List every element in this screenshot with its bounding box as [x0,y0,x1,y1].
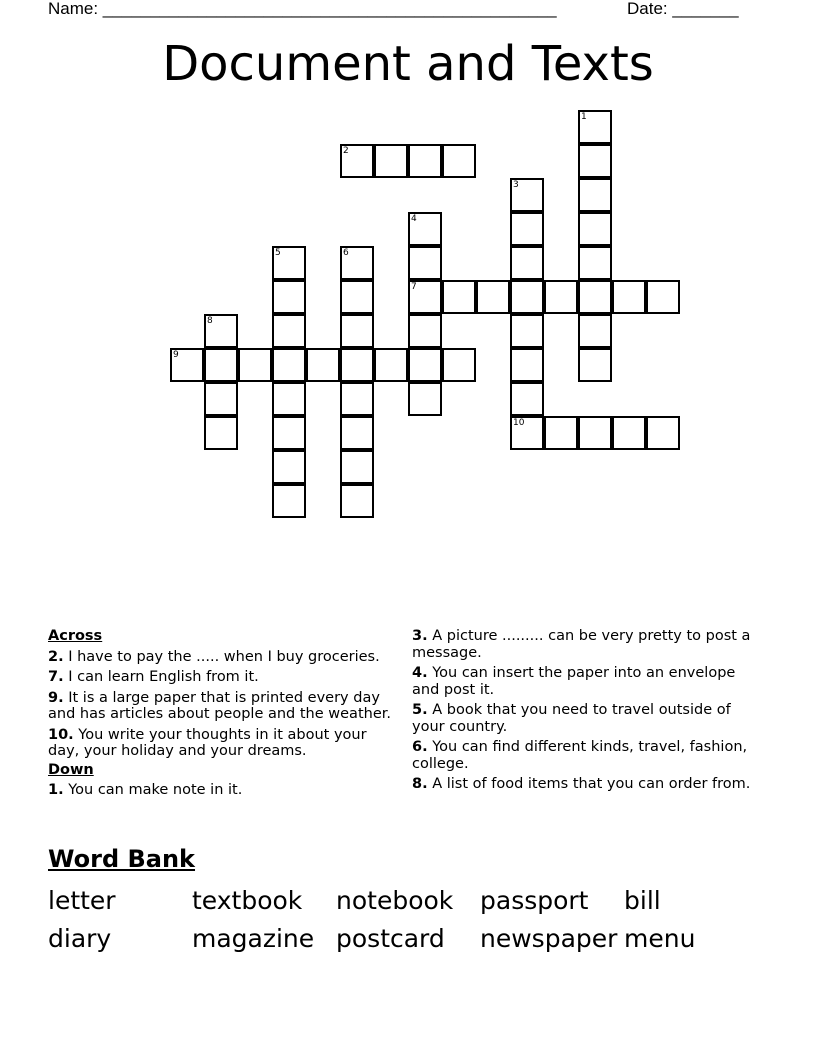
crossword-cell[interactable] [238,348,272,382]
word-bank-row [48,920,768,958]
crossword-cell[interactable] [340,246,374,280]
word-bank-word: menu [624,924,696,953]
clue-text: You write your thoughts in it about your day, your holiday and your dreams. [48,726,367,759]
clue-down-3 [412,628,762,661]
clue-number: 3. [412,628,428,644]
word-bank-word: diary [48,924,112,953]
clue-text: It is a large paper that is printed every day and has articles about people and the weather. [48,689,391,722]
crossword-cell[interactable] [272,382,306,416]
clue-across-2 [48,649,393,666]
clue-down-6 [412,739,762,772]
clue-text: You can make note in it. [68,782,243,798]
clue-number-label: 8 [207,316,213,326]
word-bank-word: bill [624,886,661,915]
crossword-cell[interactable] [408,246,442,280]
clue-text: A list of food items that you can order from. [432,776,751,792]
clue-down-1 [48,782,393,799]
crossword-cell[interactable] [510,382,544,416]
crossword-cell[interactable] [204,314,238,348]
crossword-cell[interactable] [408,382,442,416]
clue-number: 4. [412,665,428,681]
crossword-cell[interactable] [510,246,544,280]
clue-number: 6. [412,739,428,755]
word-bank-word: letter [48,886,116,915]
crossword-cell[interactable] [578,416,612,450]
clue-down-5 [412,702,762,735]
clue-number-label: 5 [275,248,281,258]
crossword-cell[interactable] [476,280,510,314]
clue-number: 9. [48,689,64,706]
crossword-cell[interactable] [578,348,612,382]
crossword-cell[interactable] [578,314,612,348]
clue-number-label: 7 [411,282,417,292]
crossword-cell[interactable] [340,314,374,348]
word-bank-word: notebook [336,886,454,915]
date-field-label: Date: _______ [627,0,739,18]
crossword-cell[interactable] [340,484,374,518]
clue-number-label: 9 [173,350,179,360]
crossword-cell[interactable] [442,144,476,178]
clue-number: 1. [48,782,64,798]
clue-across-9 [48,690,393,723]
crossword-cell[interactable] [408,144,442,178]
clue-number: 7. [48,669,64,685]
clue-number: 5. [412,702,428,718]
word-bank-row [48,882,768,920]
clues-column-left [48,628,393,803]
crossword-cell[interactable] [578,280,612,314]
crossword-cell[interactable] [612,416,646,450]
crossword-cell[interactable] [578,110,612,144]
crossword-cell[interactable] [204,416,238,450]
clue-number: 8. [412,776,428,792]
clue-text: A book that you need to travel outside of your country. [412,702,731,735]
crossword-cell[interactable] [272,314,306,348]
crossword-cell[interactable] [272,416,306,450]
crossword-cell[interactable] [510,280,544,314]
crossword-cell[interactable] [578,178,612,212]
crossword-cell[interactable] [340,450,374,484]
crossword-cell[interactable] [374,348,408,382]
crossword-cell[interactable] [408,314,442,348]
clue-across-10 [48,727,393,760]
crossword-cell[interactable] [544,416,578,450]
crossword-cell[interactable] [204,348,238,382]
clue-across-7 [48,669,393,686]
word-bank-word: passport [480,886,589,915]
word-bank-word: magazine [192,924,315,953]
word-bank-title: Word Bank [48,845,196,873]
clue-number: 10. [48,726,74,743]
crossword-cell[interactable] [340,382,374,416]
crossword-cell[interactable] [272,348,306,382]
crossword-cell[interactable] [340,280,374,314]
word-bank-word: postcard [336,924,445,953]
crossword-cell[interactable] [408,348,442,382]
clue-text: I can learn English from it. [68,669,259,685]
clue-number-label: 3 [513,180,519,190]
clue-down-4 [412,665,762,698]
clues-column-right [412,628,762,797]
page-title: Document and Texts [162,36,654,92]
crossword-cell[interactable] [306,348,340,382]
word-bank-word: textbook [192,886,303,915]
name-field-label: Name: ________________________________________________ [48,0,557,18]
crossword-cell[interactable] [442,348,476,382]
crossword-cell[interactable] [510,178,544,212]
word-bank [48,882,768,958]
clue-number-label: 10 [513,418,525,428]
crossword-cell[interactable] [510,314,544,348]
crossword-cell[interactable] [408,280,442,314]
clue-text: You can insert the paper into an envelope and post it. [412,665,736,698]
crossword-cell[interactable] [544,280,578,314]
across-heading: Across [48,628,103,644]
crossword-cell[interactable] [646,416,680,450]
crossword-cell[interactable] [272,246,306,280]
crossword-cell[interactable] [612,280,646,314]
clue-text: I have to pay the ..... when I buy groceries. [68,648,380,665]
crossword-cell[interactable] [170,348,204,382]
clue-number-label: 4 [411,214,417,224]
crossword-cell[interactable] [340,348,374,382]
clue-text: A picture ......... can be very pretty to post a message. [412,628,751,661]
crossword-cell[interactable] [272,450,306,484]
crossword-cell[interactable] [646,280,680,314]
clue-number-label: 1 [581,112,587,122]
crossword-cell[interactable] [510,416,544,450]
crossword-cell[interactable] [340,416,374,450]
clue-number-label: 6 [343,248,349,258]
crossword-cell[interactable] [204,382,238,416]
crossword-cell[interactable] [510,212,544,246]
crossword-cell[interactable] [510,348,544,382]
down-heading: Down [48,761,94,778]
clue-text: You can find different kinds, travel, fashion, college. [412,739,748,772]
crossword-cell[interactable] [374,144,408,178]
crossword-cell[interactable] [578,246,612,280]
clue-number: 2. [48,648,64,665]
crossword-cell[interactable] [578,212,612,246]
word-bank-word: newspaper [480,924,618,953]
crossword-cell[interactable] [340,144,374,178]
clue-number-label: 2 [343,146,349,156]
crossword-cell[interactable] [442,280,476,314]
crossword-cell[interactable] [408,212,442,246]
clue-down-8 [412,776,762,793]
crossword-cell[interactable] [578,144,612,178]
crossword-cell[interactable] [272,280,306,314]
crossword-cell[interactable] [272,484,306,518]
